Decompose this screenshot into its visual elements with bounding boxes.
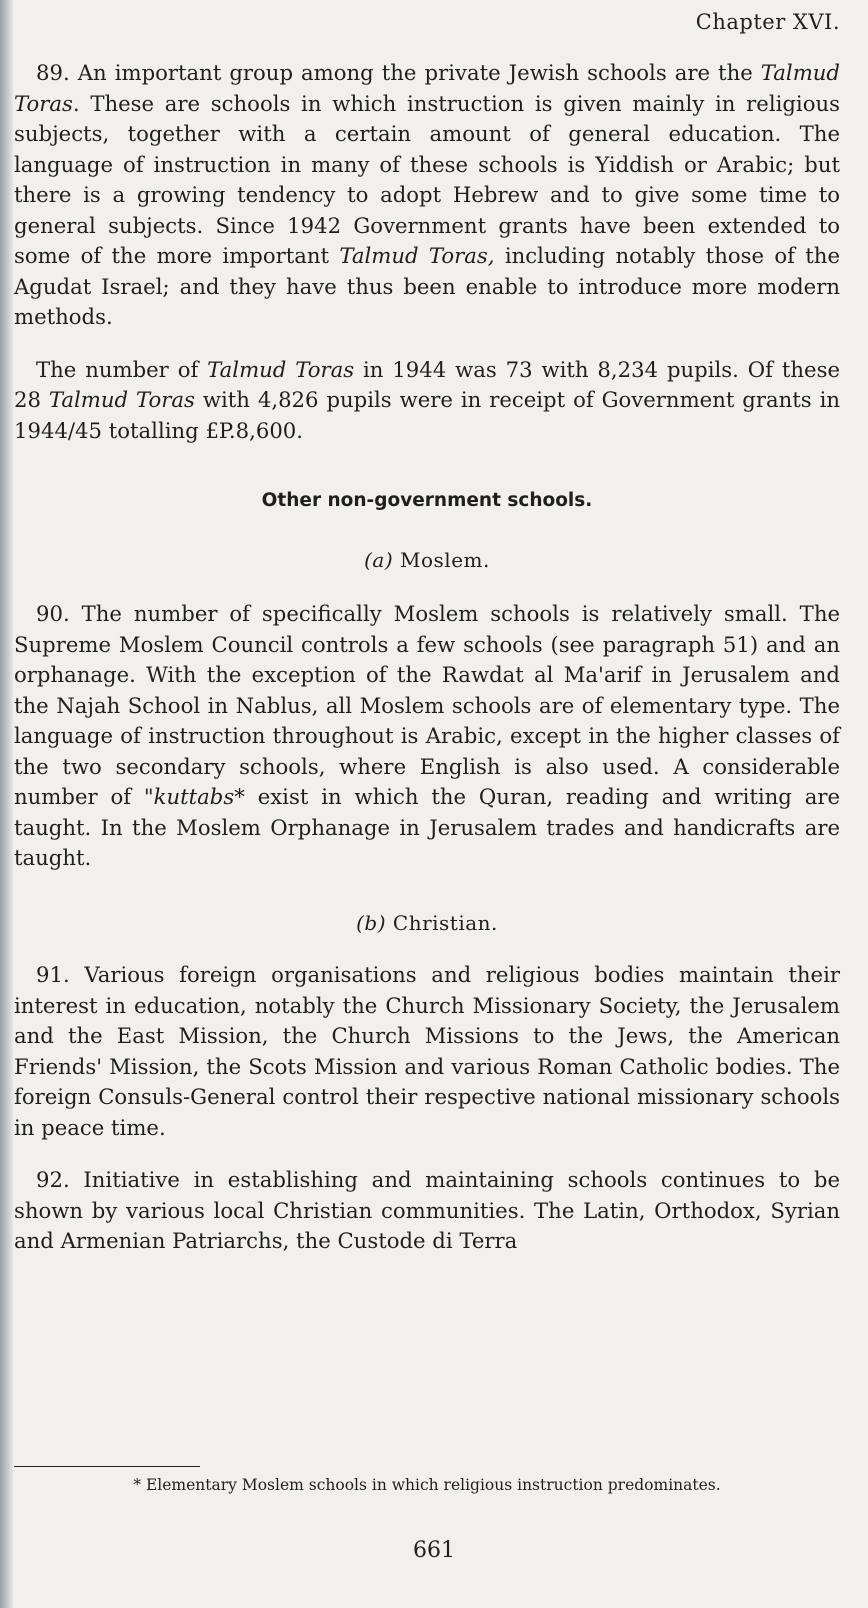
paragraph-number: 89. — [36, 60, 70, 85]
paragraph-number: 90. — [36, 601, 70, 626]
paragraph-92: 92. Initiative in establishing and maintaining schools continues to be shown by various local Christian communities. The Latin, Orthodox, Syrian and Armenian Patriarchs, the Custode di Terra — [14, 1167, 840, 1253]
chapter-header: Chapter XVI. — [695, 10, 840, 34]
section-heading: Other non-government schools. — [261, 490, 593, 511]
paragraph-number: 91. — [36, 962, 70, 987]
paragraph-number: 92. — [36, 1167, 70, 1192]
paragraph-90: 90. The number of specifically Moslem schools is relatively small. The Supreme Moslem Council controls a few schools (see paragraph 51) and an orphanage. With the exception of the Rawdat al Ma'arif in Jerusalem and the Najah School in Nablus, all Moslem schools are of elementary type. The language of instruction throughout is Arabic, except in the higher classes of the two secondary schools, where English is also used. A considerable number of "kuttabs* exist in which the Quran, reading and writing are taught. In the Moslem Orphanage in Jerusalem trades and handicrafts are taught. — [14, 601, 841, 870]
page-number: 661 — [413, 1538, 455, 1563]
footnote-rule — [14, 1466, 200, 1467]
binding-shadow — [0, 0, 14, 1608]
paragraph-89-continued: The number of Talmud Toras in 1944 was 73 with 8,234 pupils. Of these 28 Talmud Toras with 4,826 pupils were in receipt of Government grants in 1944/45 totalling £P.8,600. — [14, 356, 841, 443]
page-body — [14, 58, 840, 1257]
footnote: * Elementary Moslem schools in which religious instruction predominates. — [133, 1476, 721, 1494]
paragraph-89: 89. An important group among the private Jewish schools are the Talmud Toras. These are schools in which instruction is given mainly in religious subjects, together with a certain amount of general education. The language of instruction in many of these schools is Yiddish or Arabic; but there is a growing tendency to adopt Hebrew and to give some time to general subjects. Since 1942 Government grants have been extended to some of the more important Talmud Toras, including notably those of the Agudat Israel; and they have thus been enable to introduce more modern methods. — [14, 60, 840, 329]
paragraph-91: 91. Various foreign organisations and religious bodies maintain their interest in education, notably the Church Missionary Society, the Jerusalem and the East Mission, the Church Missions to the Jews, the American Friends' Mission, the Scots Mission and various Roman Catholic bodies. The foreign Consuls-General control their respective national missionary schools in peace time. — [14, 962, 840, 1140]
subheading-moslem: (a) Moslem. — [364, 547, 490, 572]
subheading-christian: (b) Christian. — [356, 910, 498, 935]
